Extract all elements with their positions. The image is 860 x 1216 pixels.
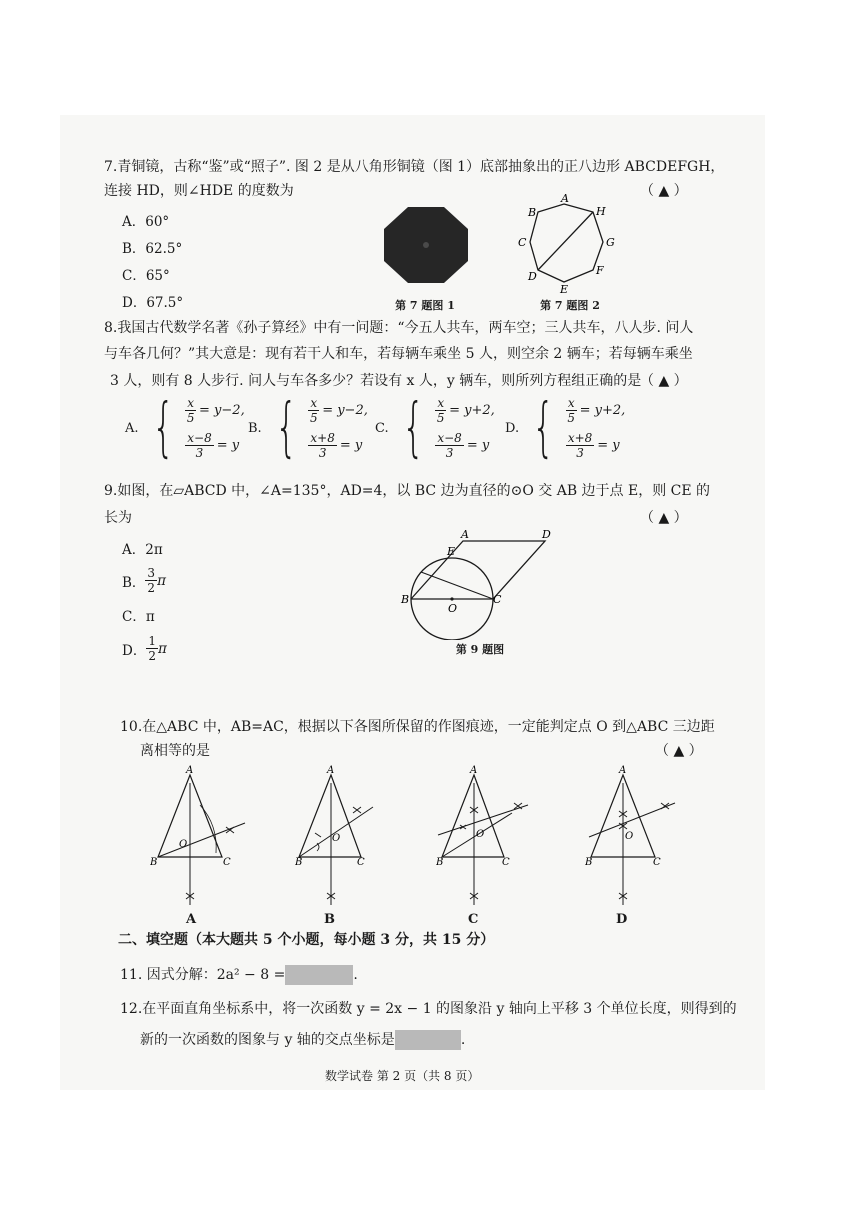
svg-text:A: A [619, 765, 627, 776]
section2-heading: 二、填空题（本大题共 5 个小题，每小题 3 分，共 15 分） [118, 932, 495, 948]
q7-answer-marker: （ ▲ ） [640, 183, 688, 199]
point-label: A [461, 528, 469, 541]
q10-label-b: B [324, 912, 335, 927]
q7-figure1-caption: 第 7 题图 1 [395, 299, 455, 312]
q10-figure-c [436, 765, 536, 915]
q9-option-b: B． $\frac{3}{2}$ π [122, 566, 166, 595]
q9-figure-caption: 第 9 题图 [455, 643, 505, 656]
vertex-label: H [596, 205, 606, 218]
q7-option-d: D．67.5° [122, 295, 184, 311]
q9-answer-marker: （ ▲ ） [640, 510, 688, 526]
page-footer: 数学试卷 第 2 页（共 8 页） [325, 1069, 480, 1083]
q10-answer-marker: （ ▲ ） [655, 743, 703, 759]
vertex-label: C [518, 236, 527, 249]
q10-label-d: D [616, 912, 628, 927]
svg-text:O: O [476, 829, 485, 840]
q7-option-a: A．60° [122, 214, 170, 230]
point-label: E [447, 545, 456, 558]
q9-line2: 长为 [104, 510, 132, 526]
point-label: O [448, 602, 458, 615]
q8-option-c: C. { $\frac{x}{5}$ = y+2, $\frac{x-8}{3}$ = y [375, 391, 495, 465]
q8-option-d: D. { $\frac{x}{5}$ = y+2, $\frac{x+8}{3}$ = y [505, 391, 626, 465]
q9-parallelogram-circle-figure [395, 528, 570, 640]
q9-option-a: A．2π [122, 542, 163, 558]
q10-label-c: C [468, 912, 479, 927]
q8-line3: 3 人，则有 8 人步行. 问人与车各多少？若设有 x 人，y 辆车，则所列方程组正确的是 [110, 373, 642, 389]
vertex-label: A [561, 192, 569, 205]
svg-text:B: B [295, 857, 303, 868]
point-label: D [542, 528, 551, 541]
q7-bronze-mirror-figure [378, 203, 474, 287]
q11-line: 11. 因式分解：2a² − 8 = . [120, 967, 358, 983]
q10-figure-d [585, 765, 685, 915]
vertex-label: B [528, 206, 537, 219]
svg-text:O: O [625, 831, 634, 842]
q7-line2: 连接 HD，则∠HDE 的度数为 [104, 183, 294, 199]
svg-text:A: A [186, 765, 194, 776]
q8-option-b: B. { $\frac{x}{5}$ = y−2, $\frac{x+8}{3}$ = y [248, 391, 368, 465]
q10-label-a: A [186, 912, 197, 927]
svg-text:A: A [470, 765, 478, 776]
q11-answer-blank[interactable] [285, 965, 353, 985]
q10-line2: 离相等的是 [140, 743, 210, 759]
svg-text:C: C [357, 857, 365, 868]
q10-figure-a [150, 765, 250, 915]
q12-line1: 12.在平面直角坐标系中，将一次函数 y = 2x − 1 的图象沿 y 轴向上平移 3 个单位长度，则得到的 [120, 1001, 737, 1017]
vertex-label: F [596, 264, 604, 277]
q7-line1: 7.青铜镜，古称“鉴”或“照子”. 图 2 是从八角形铜镜（图 1）底部抽象出的正八边形 ABCDEFGH， [104, 159, 725, 175]
q12-line2-wrap: 新的一次函数的图象与 y 轴的交点坐标是 . [140, 1032, 466, 1048]
point-label: C [493, 593, 502, 606]
q7-figure2-caption: 第 7 题图 2 [540, 299, 600, 312]
svg-text:B: B [150, 857, 158, 868]
q12-answer-blank[interactable] [395, 1030, 461, 1050]
q10-figure-b [295, 765, 395, 915]
svg-text:A: A [327, 765, 335, 776]
q10-line1: 10.在△ABC 中，AB=AC，根据以下各图所保留的作图痕迹，一定能判定点 O 到△ABC 三边距 [120, 719, 715, 735]
point-label: B [401, 593, 410, 606]
q7-option-b: B．62.5° [122, 241, 183, 257]
q7-octagon-figure [510, 190, 620, 295]
q12-line2: 新的一次函数的图象与 y 轴的交点坐标是 [140, 1032, 395, 1048]
vertex-label: E [560, 283, 569, 295]
vertex-label: G [606, 236, 615, 249]
svg-text:O: O [332, 833, 341, 844]
svg-text:B: B [436, 857, 444, 868]
svg-text:C: C [653, 857, 661, 868]
q8-answer-marker: （ ▲ ） [640, 373, 688, 389]
svg-text:C: C [223, 857, 231, 868]
q7-option-c: C．65° [122, 268, 170, 284]
vertex-label: D [528, 270, 537, 283]
q8-line1: 8.我国古代数学名著《孙子算经》中有一问题：“今五人共车，两车空；三人共车，八人步. 问人 [104, 320, 694, 336]
svg-text:O: O [179, 839, 188, 850]
q11-text: 11. 因式分解：2a² − 8 = [120, 967, 286, 983]
svg-text:C: C [502, 857, 510, 868]
q9-option-c: C．π [122, 609, 155, 625]
q8-option-a: A. { $\frac{x}{5}$ = y−2, $\frac{x-8}{3}$ = y [125, 391, 245, 465]
q9-option-d: D． $\frac{1}{2}$ π [122, 634, 167, 663]
q9-line1: 9.如图，在▱ABCD 中，∠A=135°，AD=4，以 BC 边为直径的⊙O 交 AB 边于点 E，则 CE 的 [104, 483, 711, 499]
svg-text:B: B [585, 857, 593, 868]
q8-line2: 与车各几何？”其大意是：现有若干人和车，若每辆车乘坐 5 人，则空余 2 辆车；若每辆车乘坐 [104, 346, 693, 362]
